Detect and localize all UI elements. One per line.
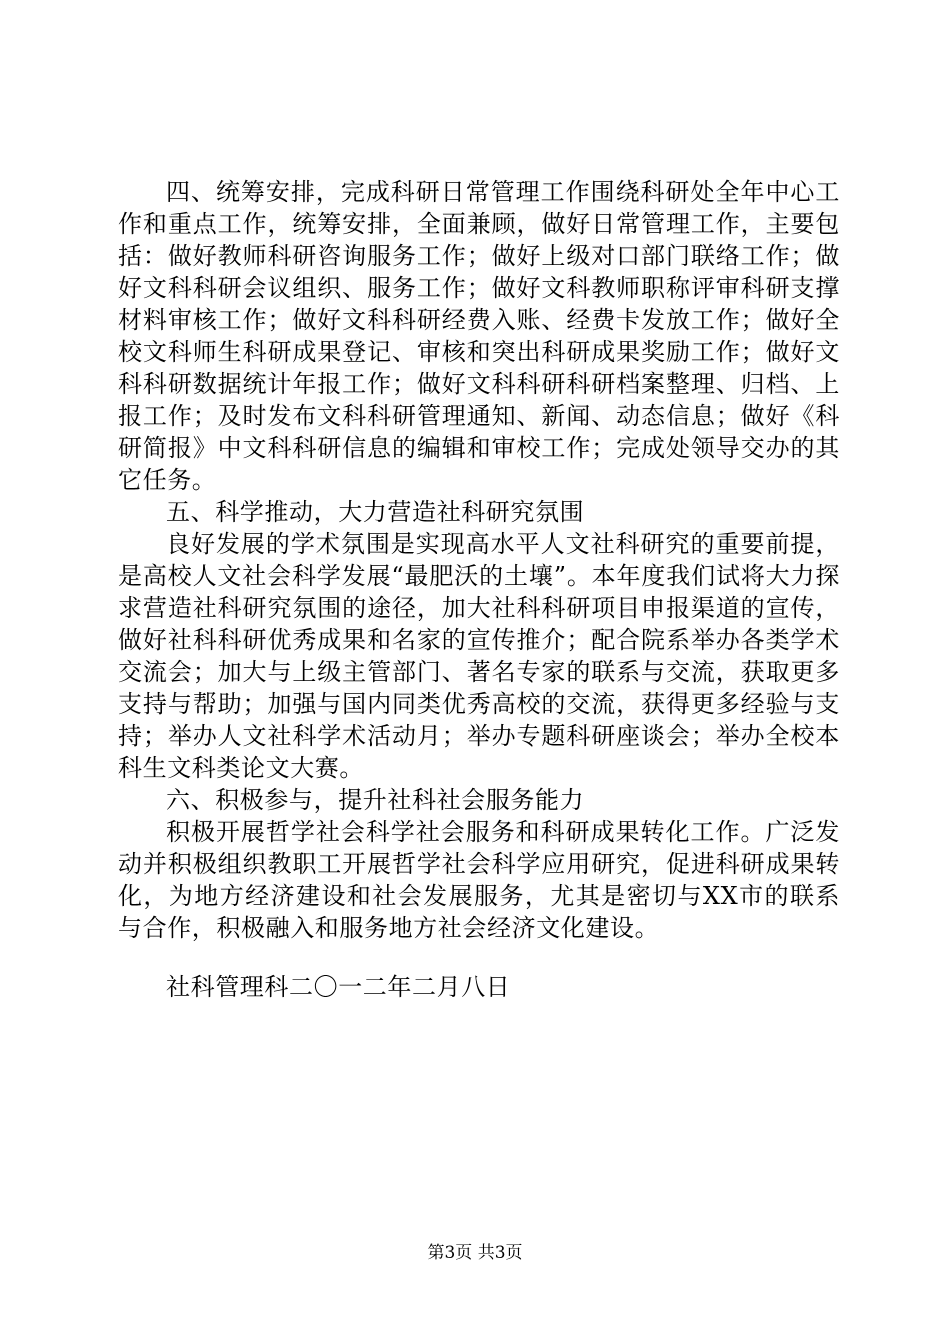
section-heading-social-service: 六、积极参与，提升社科社会服务能力 — [166, 786, 585, 814]
signature-line: 社科管理科二〇一二年二月八日 — [166, 973, 511, 1001]
document-body — [118, 176, 840, 1003]
paragraph-social-service: 积极开展哲学社会科学社会服务和科研成果转化工作。广泛发动并积极组织教职工开展哲学社会科学应用研究，促进科研成果转化，为地方经济建设和社会发展服务，尤其是密切与XX市的联系与合作，积极融入和服务地方社会经济文化建设。 — [118, 818, 840, 942]
section-heading-research-atmosphere: 五、科学推动，大力营造社科研究氛围 — [166, 498, 585, 526]
page-footer: 第3页 共3页 — [427, 1243, 523, 1263]
paragraph-research-atmosphere: 良好发展的学术氛围是实现高水平人文社科研究的重要前提，是高校人文社会科学发展“最肥沃的土壤”。本年度我们试将大力探求营造社科研究氛围的途径，加大社科科研项目申报渠道的宣传，做好社科科研优秀成果和名家的宣传推介；配合院系举办各类学术交流会；加大与上级主管部门、著名专家的联系与交流，获取更多支持与帮助；加强与国内同类优秀高校的交流，获得更多经验与支持；举办人文社科学术活动月；举办专题科研座谈会；举办全校本科生文科类论文大赛。 — [118, 530, 840, 782]
paragraph-daily-management: 四、统筹安排，完成科研日常管理工作围绕科研处全年中心工作和重点工作，统筹安排，全面兼顾，做好日常管理工作，主要包括：做好教师科研咨询服务工作；做好上级对口部门联络工作；做好文科科研会议组织、服务工作；做好文科教师职称评审科研支撑材料审核工作；做好文科科研经费入账、经费卡发放工作；做好全校文科师生科研成果登记、审核和突出科研成果奖励工作；做好文科科研数据统计年报工作；做好文科科研科研档案整理、归档、上报工作；及时发布文科科研管理通知、新闻、动态信息；做好《科研简报》中文科科研信息的编辑和审校工作；完成处领导交办的其它任务。 — [118, 178, 840, 494]
